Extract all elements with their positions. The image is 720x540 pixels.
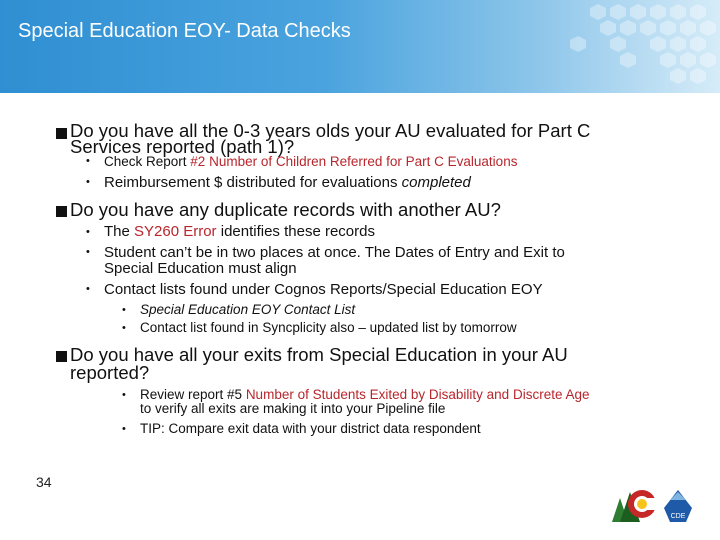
item-2-sub-2-line-1: Student can’t be in two places at once. The Dates of Entry and Exit to	[104, 244, 565, 261]
bullet-dot-icon: •	[122, 423, 126, 435]
sub-text: Reimbursement $ distributed for evaluations	[104, 174, 402, 191]
contact-list-item: Special Education EOY Contact List	[140, 302, 356, 317]
item-2-sub-2-line-2: Special Education must align	[104, 260, 297, 277]
square-bullet-icon	[56, 206, 67, 217]
question-2-line-1: Do you have any duplicate records with another AU?	[70, 199, 501, 220]
bullet-dot-icon: •	[122, 304, 126, 316]
item-1-sub-2	[104, 175, 471, 191]
square-bullet-icon	[56, 351, 67, 362]
slide-title: Special Education EOY- Data Checks	[18, 20, 351, 42]
question-1-line-1: Do you have all the 0-3 years olds your AU evaluated for Part C	[70, 120, 591, 141]
bullet-dot-icon: •	[86, 283, 90, 295]
item-3-sub-1-line-1	[140, 388, 589, 402]
item-3-sub-1-line-2: to verify all exits are making it into your Pipeline file	[140, 401, 446, 416]
question-1-line-2: Services reported (path 1)?	[70, 136, 295, 157]
sub-text: Review report #5	[140, 387, 246, 402]
item-1-sub-1	[104, 155, 517, 169]
colorado-cde-logo	[606, 478, 698, 526]
bullet-dot-icon: •	[122, 389, 126, 401]
bullet-dot-icon: •	[86, 155, 90, 167]
bullet-dot-icon: •	[86, 176, 90, 188]
item-2-sub-1	[104, 224, 375, 240]
sub-text: The	[104, 223, 135, 240]
syncplicity-item: Contact list found in Syncplicity also – updated list by tomorrow	[140, 320, 517, 335]
sub-text: identifies these records	[216, 223, 375, 240]
report-link-text: Number of Students Exited by Disability and Discrete Age	[245, 387, 590, 402]
question-3-line-1: Do you have all your exits from Special Education in your AU	[70, 344, 568, 365]
bullet-dot-icon: •	[86, 226, 90, 238]
logo-text: CDE	[670, 513, 686, 520]
item-3-sub-2: TIP: Compare exit data with your district data respondent	[140, 421, 481, 436]
sub-text: Check Report	[104, 154, 191, 169]
question-3-line-2: reported?	[70, 362, 150, 383]
square-bullet-icon	[56, 128, 67, 139]
report-link-text: #2 Number of Children Referred for Part C Evaluations	[190, 154, 518, 169]
bullet-dot-icon: •	[86, 246, 90, 258]
error-code-text: SY260 Error	[134, 223, 217, 240]
emphasis-text: completed	[401, 174, 471, 191]
page-number: 34	[36, 474, 52, 490]
bullet-dot-icon: •	[122, 322, 126, 334]
item-2-sub-3: Contact lists found under Cognos Reports/Special Education EOY	[104, 281, 543, 298]
